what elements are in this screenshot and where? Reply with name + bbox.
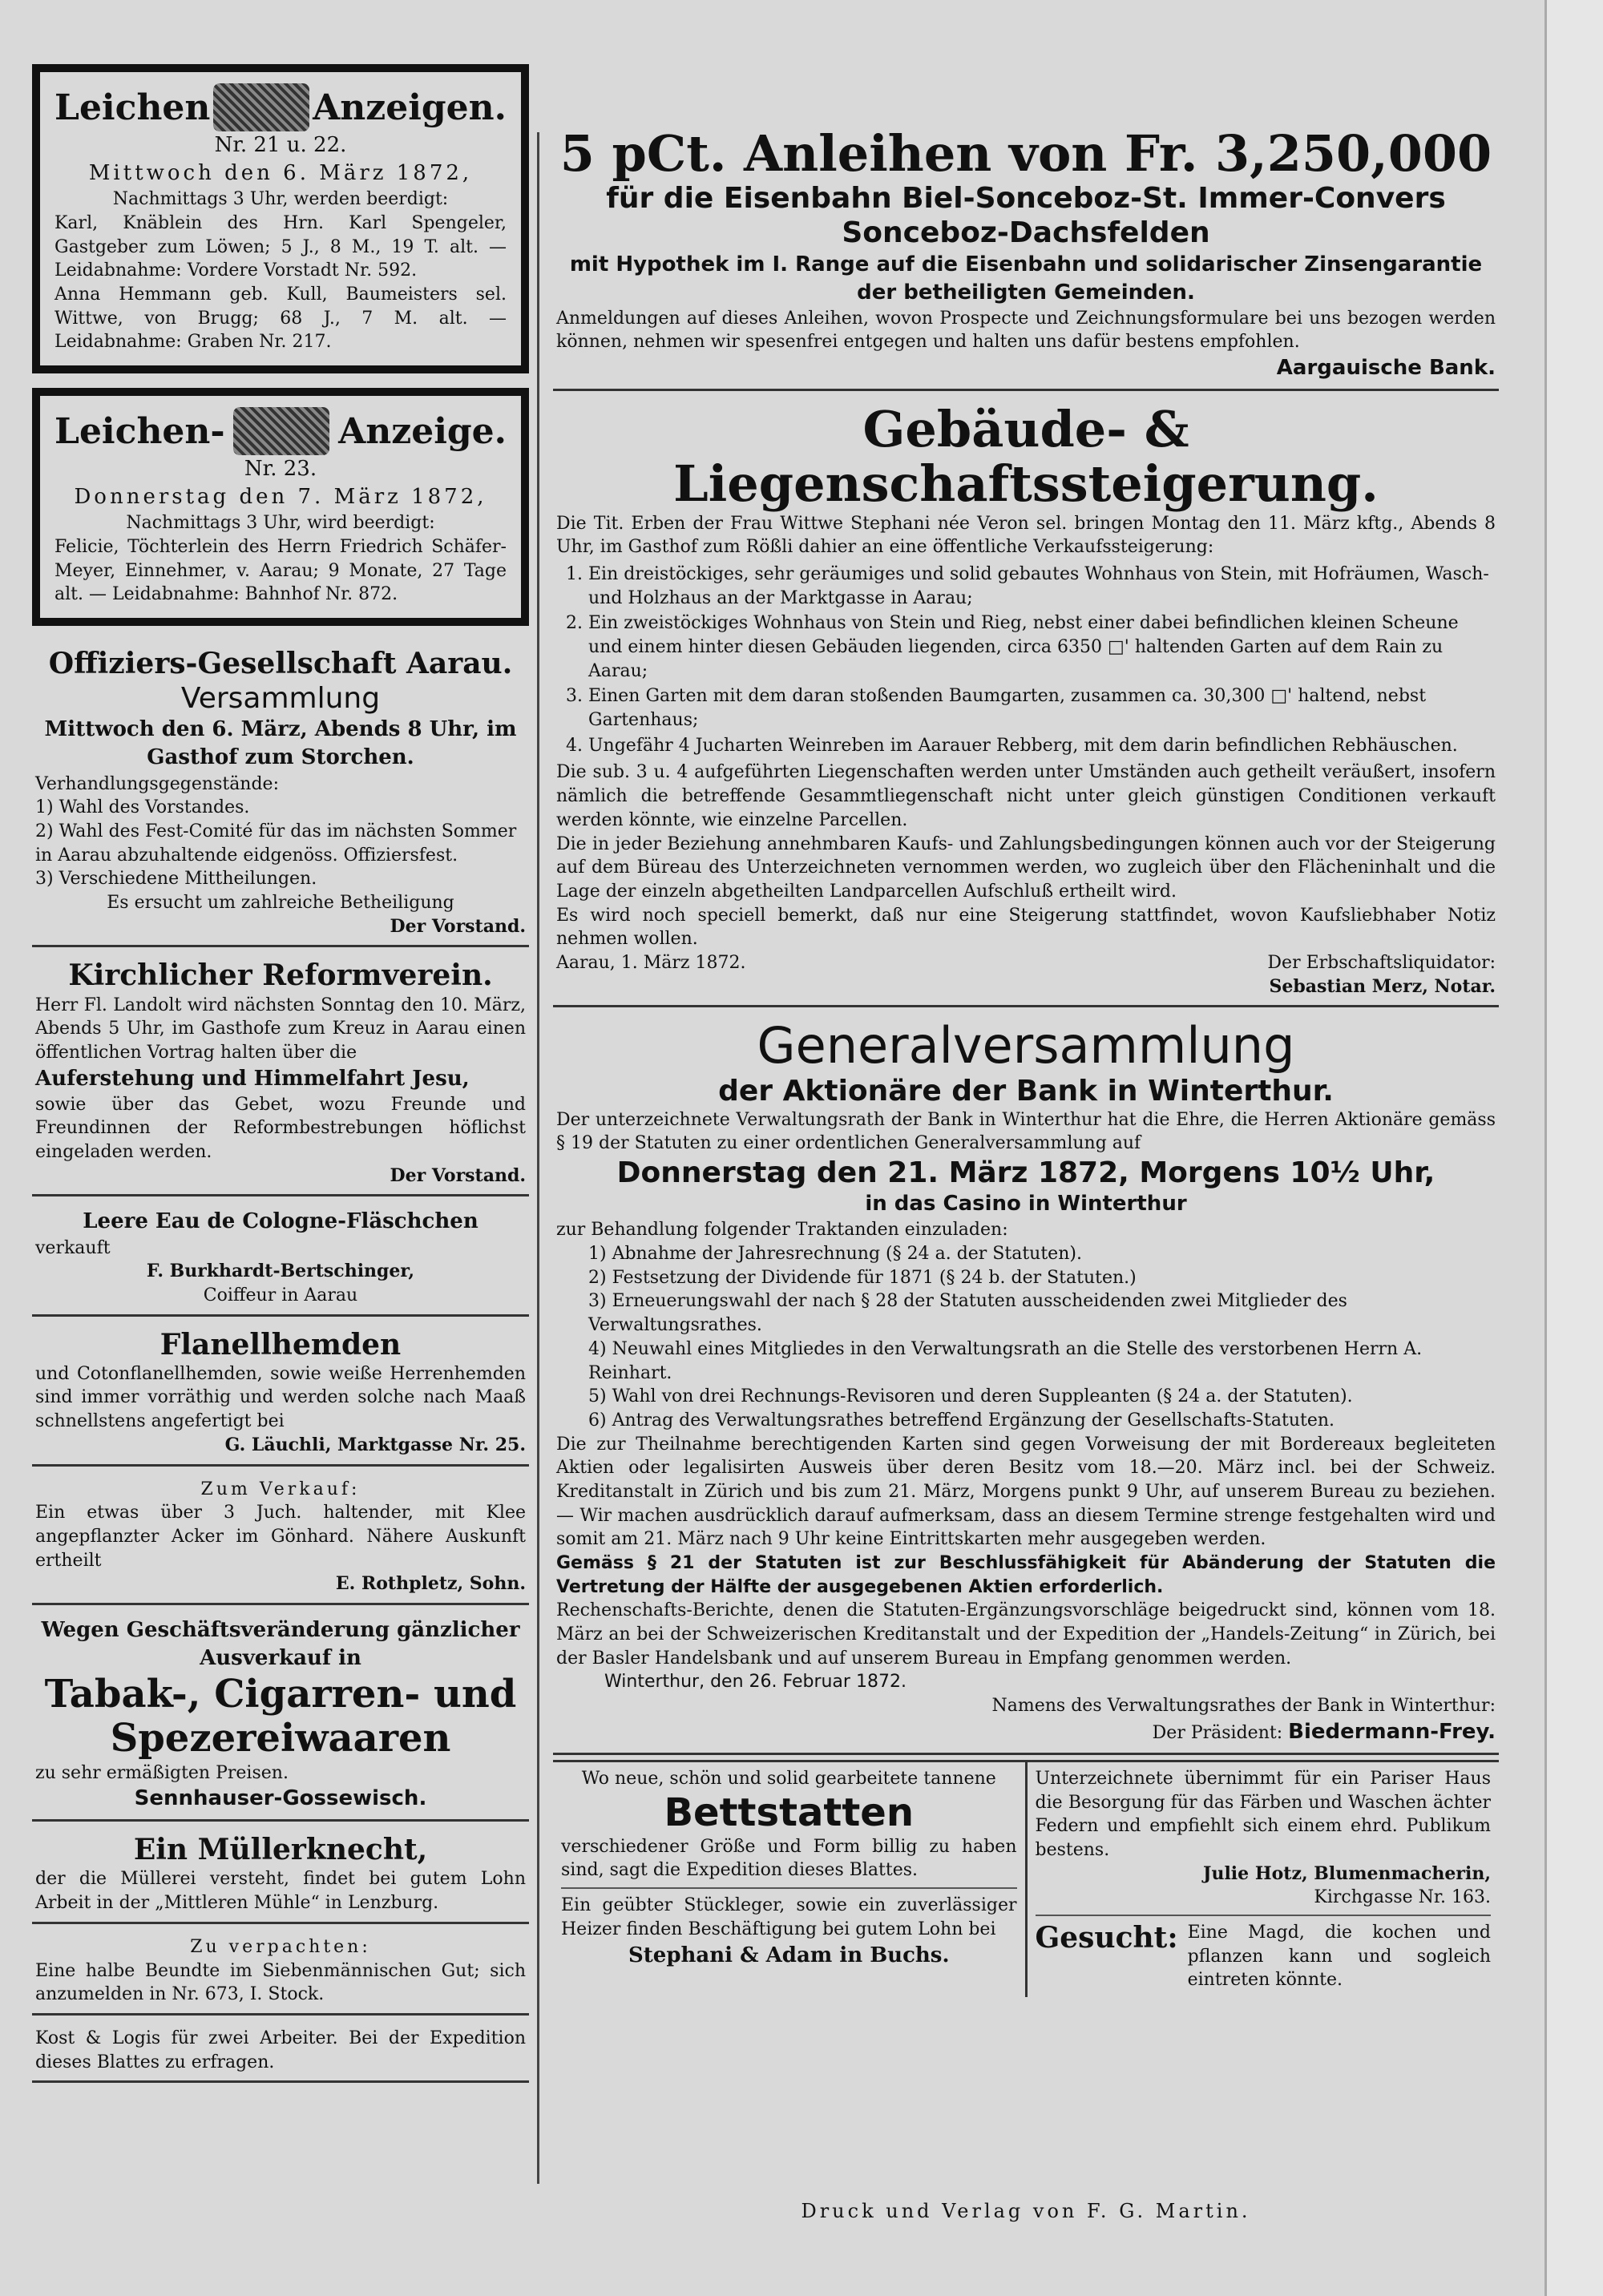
- officers-item-2: 2) Wahl des Fest-Comité für das im nächsten Sommer in Aarau abzuhaltende eidgenöss. Offiziersfest.: [35, 821, 517, 866]
- column-divider: [537, 132, 539, 2184]
- general-intro: Der unterzeichnete Verwaltungsrath der Bank in Winterthur hat die Ehre, die Herren Aktionäre gemäss § 19 der Statuten zu einer ordentlichen Generalversammlung auf: [556, 1109, 1496, 1154]
- bottom-left-ads: [553, 1762, 1025, 1997]
- general-lead: zur Behandlung folgender Traktanden einzuladen:: [556, 1220, 1008, 1241]
- sale-title: Zum Verkauf:: [200, 1479, 361, 1499]
- general-date: Donnerstag den 21. März 1872, Morgens 10½ Uhr,: [616, 1156, 1435, 1190]
- reform-society-ad: [32, 952, 529, 1196]
- officers-title: Offiziers-Gesellschaft Aarau.: [48, 646, 513, 680]
- general-subtitle: der Aktionäre der Bank in Winterthur.: [718, 1074, 1334, 1108]
- tobacco-sign: Sennhauser-Gossewisch.: [134, 1786, 427, 1811]
- auction-p1: Die sub. 3 u. 4 aufgeführten Liegenschaften werden unter Umständen auch getheilt veräußert, insofern nämlich die betreffende Gesammtliegenschaft nicht unter gleich günstigen Conditionen verkauft werden könnte, wie einzelne Parcellen.: [556, 762, 1496, 830]
- feathers-ad: [1036, 1767, 1492, 1916]
- cologne-sign: F. Burkhardt-Bertschinger,: [146, 1261, 415, 1282]
- loan-line4: mit Hypothek im I. Range auf die Eisenbahn und solidarischer Zinsengarantie der betheiligten Gemeinden.: [569, 252, 1483, 305]
- beds-title: Bettstatten: [664, 1790, 915, 1835]
- maid-text: Eine Magd, die kochen und pflanzen kann und sogleich eintreten könnte.: [1187, 1923, 1491, 1991]
- sale-sign: E. Rothpletz, Sohn.: [335, 1573, 526, 1595]
- flannel-text: und Cotonflanellhemden, sowie weiße Herrenhemden sind immer vorräthig und werden solche nach Maaß schnellstens angefertigt bei: [35, 1363, 526, 1432]
- miller-title: Ein Müllerknecht,: [133, 1833, 428, 1867]
- bottom-right-ads: [1025, 1762, 1500, 1997]
- stucco-ad: [561, 1889, 1017, 1969]
- officers-subtitle: Versammlung: [180, 682, 381, 716]
- reform-title: Kirchlicher Reformverein.: [68, 958, 493, 993]
- death-notice-2: [32, 388, 529, 626]
- officers-item-1: 1) Wahl des Vorstandes.: [35, 797, 250, 818]
- reform-topic: Auferstehung und Himmelfahrt Jesu,: [35, 1066, 470, 1091]
- death2-title-b: Anzeige.: [338, 410, 507, 452]
- auction-item-1: 1. Ein dreistöckiges, sehr geräumiges und solid gebautes Wohnhaus von Stein, mit Hofräumen, Wasch- und Holzhaus an der Marktgasse in Aarau;: [588, 563, 1496, 610]
- officers-when: Mittwoch den 6. März, Abends 8 Uhr, im Gasthof zum Storchen.: [44, 717, 517, 770]
- board-text: Kost & Logis für zwei Arbeiter. Bei der Expedition dieses Blattes zu erfragen.: [35, 2028, 526, 2072]
- auction-ad: [553, 396, 1499, 1007]
- officers-item-3: 3) Verschiedene Mittheilungen.: [35, 869, 317, 890]
- general-p3: Rechenschafts-Berichte, denen die Statuten-Ergänzungsvorschläge beigedruckt sind, können vom 18. März an bei der Schweizerischen Kreditanstalt und der Expedition der „Handels-Zeitung“ in Zürich, bei der Basler Handelsbank und auf unserem Bureau in Empfang genommen werden.: [556, 1600, 1496, 1669]
- feathers-sign: Julie Hotz, Blumenmacherin,: [1203, 1862, 1491, 1884]
- death2-number: Nr. 23.: [244, 457, 317, 481]
- reform-sign: Der Vorstand.: [390, 1164, 526, 1186]
- loan-text: Anmeldungen auf dieses Anleihen, wovon Prospecte und Zeichnungsformulare bei uns bezogen werden können, nehmen wir spesenfrei entgegen und halten uns dafür bestens empfohlen.: [556, 308, 1496, 353]
- death1-text1: Karl, Knäblein des Hrn. Karl Spengeler, Gastgeber zum Löwen; 5 J., 8 M., 19 T. alt. — Leidabnahme: Vordere Vorstadt Nr. 592.: [55, 212, 507, 281]
- cologne-ad: [32, 1201, 529, 1316]
- general-place: in das Casino in Winterthur: [865, 1192, 1187, 1217]
- auction-intro: Die Tit. Erben der Frau Wittwe Stephani née Veron sel. bringen Montag den 11. März kftg., Abends 8 Uhr, im Gasthof zum Rößli dahier an eine öffentliche Verkaufssteigerung:: [556, 513, 1496, 558]
- stucco-text: Ein geübter Stückleger, sowie ein zuverlässiger Heizer finden Beschäftigung bei gutem Lohn bei: [561, 1895, 1017, 1939]
- auction-role: Der Erbschaftsliquidator:: [1267, 952, 1496, 973]
- flannel-title: Flanellhemden: [159, 1327, 402, 1362]
- maid-ad: [1036, 1916, 1492, 1992]
- loan-ad: [553, 120, 1499, 391]
- tobacco-ad: [32, 1610, 529, 1822]
- loan-line2: für die Eisenbahn Biel-Sonceboz-St. Immer-Convers: [606, 182, 1446, 216]
- general-item-6: 6) Antrag des Verwaltungsrathes betreffend Ergänzung der Gesellschafts-Statuten.: [588, 1410, 1335, 1430]
- lease-text: Eine halbe Beundte im Siebenmännischen Gut; sich anzumelden in Nr. 673, I. Stock.: [35, 1960, 526, 2005]
- auction-item-4: 4. Ungefähr 4 Jucharten Weinreben im Aarauer Rebberg, mit dem darin befindlichen Rebhäuschen.: [588, 734, 1496, 758]
- death2-date: Donnerstag den 7. März 1872,: [74, 485, 487, 510]
- right-column: [553, 120, 1499, 1997]
- reform-text2: sowie über das Gebet, wozu Freunde und Freundinnen der Reformbestrebungen höflichst eingeladen werden.: [35, 1094, 526, 1163]
- sale-ad: [32, 1471, 529, 1605]
- tobacco-title: Tabak-, Cigarren- und Spezereiwaaren: [44, 1672, 517, 1761]
- beds-ad: [561, 1767, 1017, 1889]
- auction-place: Aarau, 1. März 1872.: [556, 952, 746, 973]
- auction-item-2: 2. Ein zweistöckiges Wohnhaus von Stein und Rieg, nebst einer dabei befindlichen kleinen Scheune und einem hinter diesen Gebäuden liegenden, circa 6350 □' haltenden Garten auf dem Rain zu Aarau;: [588, 611, 1496, 683]
- cologne-sub: Coiffeur in Aarau: [203, 1285, 358, 1305]
- reform-text: Herr Fl. Landolt wird nächsten Sonntag den 10. März, Abends 5 Uhr, im Gasthofe zum Kreuz in Aarau einen öffentlichen Vortrag halten über die: [35, 995, 526, 1063]
- lease-ad: [32, 1929, 529, 2016]
- death1-title-b: Anzeigen.: [313, 87, 507, 128]
- general-item-1: 1) Abnahme der Jahresrechnung (§ 24 a. der Statuten).: [588, 1244, 1082, 1265]
- general-item-5: 5) Wahl von drei Rechnungs-Revisoren und deren Suppleanten (§ 24 a. der Statuten).: [588, 1386, 1353, 1407]
- general-assembly-ad: [553, 1012, 1499, 1755]
- flannel-ad: [32, 1322, 529, 1467]
- general-item-2: 2) Festsetzung der Dividende für 1871 (§ 24 b. der Statuten.): [588, 1267, 1137, 1288]
- general-p1: Die zur Theilnahme berechtigenden Karten sind gegen Vorweisung der mit Bordereaux begleiteten Aktien oder legalisirten Ausweis über deren Besitz vom 18.—20. März incl. bei der Schweiz. Kreditanstalt in Zürich und bis zum 21. März, Morgens punkt 9 Uhr, auf unserem Bureau zu beziehen. — Wir machen ausdrücklich darauf aufmerksam, dass an diesem Termine strenge festgehalten wird und somit am 21. März nach 9 Uhr keine Eintrittskarten mehr ausgegeben werden.: [556, 1434, 1496, 1550]
- cologne-text: verkauft: [35, 1237, 111, 1258]
- death2-title-a: Leichen-: [55, 410, 225, 452]
- beds-intro: Wo neue, schön und solid gearbeitete tannene: [581, 1768, 996, 1789]
- death1-date: Mittwoch den 6. März 1872,: [88, 161, 473, 186]
- imprint-footer: Druck und Verlag von F. G. Martin.: [801, 2200, 1251, 2222]
- feathers-text: Unterzeichnete übernimmt für ein Pariser Haus die Besorgung für das Färben und Waschen ächter Federn und empfiehlt sich einem ehrd. Publikum bestens.: [1035, 1768, 1491, 1860]
- general-president-label: Der Präsident:: [1152, 1722, 1283, 1743]
- board-ad: [32, 2020, 529, 2083]
- death1-title-a: Leichen: [55, 87, 211, 128]
- miller-ad: [32, 1826, 529, 1924]
- general-title: Generalversammlung: [757, 1016, 1295, 1075]
- left-column: [32, 64, 529, 2088]
- general-p2: Gemäss § 21 der Statuten ist zur Beschlussfähigkeit für Abänderung der Statuten die Vertretung der Hälfte der ausgegebenen Aktien erforderlich.: [556, 1553, 1496, 1597]
- auction-sign: Sebastian Merz, Notar.: [1269, 975, 1496, 997]
- beds-text: verschiedener Größe und Form billig zu haben sind, sagt die Expedition dieses Blattes.: [561, 1836, 1017, 1881]
- cologne-title: Leere Eau de Cologne-Fläschchen: [83, 1209, 478, 1234]
- maid-label: Gesucht:: [1035, 1921, 1178, 1955]
- scan-edge: [1544, 0, 1603, 2296]
- death2-text: Felicie, Töchterlein des Herrn Friedrich Schäfer-Meyer, Einnehmer, v. Aarau; 9 Monate, 27 Tage alt. — Leidabnahme: Bahnhof Nr. 872.: [55, 536, 507, 605]
- loan-line3: Sonceboz-Dachsfelden: [842, 216, 1210, 250]
- general-item-3: 3) Erneuerungswahl der nach § 28 der Statuten ausscheidenden zwei Mitglieder des Verwaltungsrathes.: [588, 1291, 1347, 1336]
- officers-sign: Der Vorstand.: [390, 915, 526, 937]
- coffin-emblem-icon: [233, 407, 329, 455]
- auction-p2: Die in jeder Beziehung annehmbaren Kaufs- und Zahlungsbedingungen können auch vor der Steigerung auf dem Büreau des Unterzeichneten vernommen werden, wo zugleich über den Flächeninhalt und die Lage der einzeln abgetheilten Landparcellen Aufschluß ertheilt wird.: [556, 833, 1496, 902]
- loan-title: 5 pCt. Anleihen von Fr. 3,250,000: [559, 124, 1492, 183]
- tobacco-text: zu sehr ermäßigten Preisen.: [35, 1762, 289, 1783]
- officers-closing: Es ersucht um zahlreiche Betheiligung: [107, 892, 454, 913]
- miller-text: der die Müllerei versteht, findet bei gutem Lohn Arbeit in der „Mittleren Mühle“ in Lenzburg.: [35, 1869, 526, 1914]
- officers-society-ad: [32, 640, 529, 947]
- auction-p3: Es wird noch speciell bemerkt, daß nur eine Steigerung stattfindet, wovon Kaufsliebhaber Notiz nehmen wollen.: [556, 905, 1496, 950]
- death2-time: Nachmittags 3 Uhr, wird beerdigt:: [126, 513, 435, 534]
- coffin-emblem-icon: [213, 83, 309, 131]
- death-notice-1: [32, 64, 529, 373]
- general-dateline: Winterthur, den 26. Februar 1872.: [604, 1672, 906, 1693]
- officers-agenda-label: Verhandlungsgegenstände:: [35, 773, 279, 794]
- bottom-ads: [553, 1760, 1499, 1997]
- death1-time: Nachmittags 3 Uhr, werden beerdigt:: [112, 189, 449, 210]
- general-item-4: 4) Neuwahl eines Mitgliedes in den Verwaltungsrath an die Stelle des verstorbenen Herrn A. Reinhart.: [588, 1338, 1423, 1383]
- death1-text2: Anna Hemmann geb. Kull, Baumeisters sel. Wittwe, von Brugg; 68 J., 7 M. alt. — Leidabnahme: Graben Nr. 217.: [55, 284, 507, 353]
- loan-sign: Aargauische Bank.: [1276, 356, 1496, 381]
- death1-numbers: Nr. 21 u. 22.: [214, 133, 347, 157]
- stucco-sign: Stephani & Adam in Buchs.: [628, 1943, 950, 1967]
- flannel-sign: G. Läuchli, Marktgasse Nr. 25.: [224, 1434, 526, 1455]
- general-role: Namens des Verwaltungsrathes der Bank in Winterthur:: [991, 1696, 1496, 1717]
- feathers-addr: Kirchgasse Nr. 163.: [1314, 1887, 1491, 1908]
- general-president: Biedermann-Frey.: [1288, 1719, 1496, 1744]
- tobacco-intro: Wegen Geschäftsveränderung gänzlicher Ausverkauf in: [41, 1617, 520, 1671]
- auction-item-3: 3. Einen Garten mit dem daran stoßenden Baumgarten, zusammen ca. 30,300 □' haltend, nebst Gartenhaus;: [588, 684, 1496, 732]
- auction-title: Gebäude- & Liegenschaftssteigerung.: [673, 400, 1379, 514]
- lease-title: Zu verpachten:: [190, 1936, 371, 1957]
- sale-text: Ein etwas über 3 Juch. haltender, mit Klee angepflanzter Acker im Gönhard. Nähere Auskunft ertheilt: [35, 1503, 526, 1571]
